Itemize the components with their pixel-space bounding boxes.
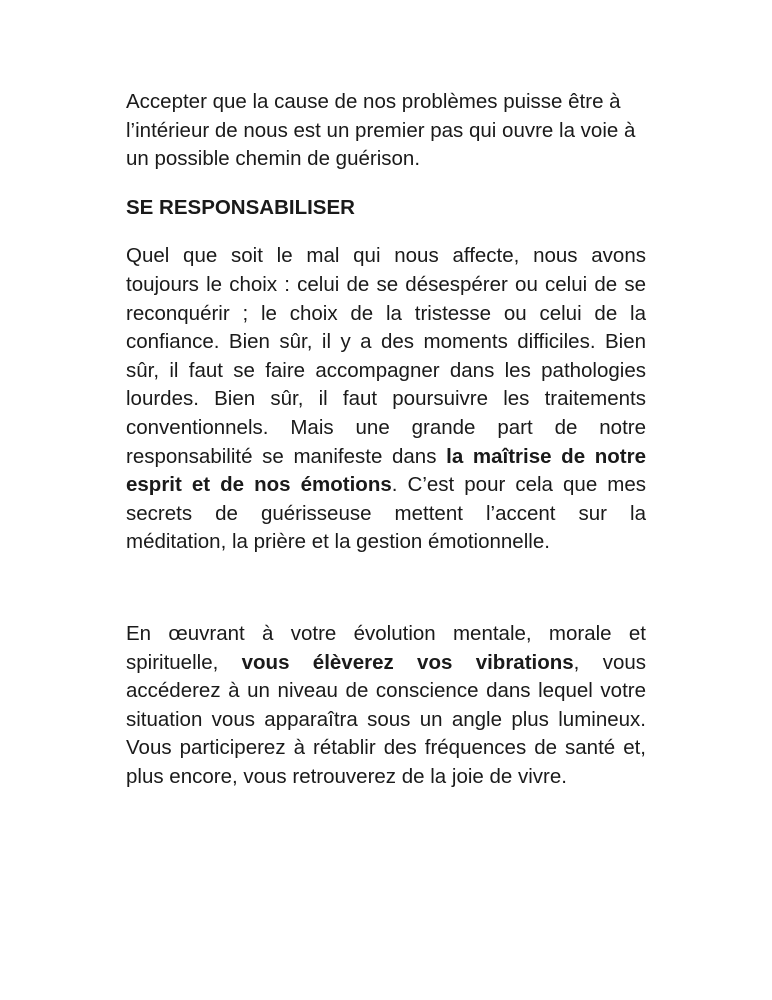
document-page (126, 88, 646, 791)
paragraph-text: . C’est pour cela que mes secrets de guérisseuse mettent l’accent sur la méditation, la prière et la gestion émotionnelle. (126, 473, 647, 554)
responsibility-paragraph (126, 242, 646, 557)
spacer (126, 557, 646, 620)
intro-paragraph: Accepter que la cause de nos problèmes puisse être à l’intérieur de nous est un premier pas qui ouvre la voie à un possible chemin de guérison. (126, 90, 636, 171)
paragraph-text: , vous accéderez à un niveau de conscience dans lequel votre situation vous apparaîtra sous un angle plus lumineux. Vous participerez à rétablir des fréquences de santé et, plus encore, vous retrouverez de la joie de vivre. (126, 650, 646, 788)
emphasis-text: la maîtrise de notre esprit et de nos émotions (126, 444, 647, 497)
emphasis-text: vous élèverez vos vibrations (241, 650, 574, 674)
paragraph-text: En œuvrant à votre évolution mentale, morale et spirituelle, (126, 621, 646, 674)
paragraph-text: Quel que soit le mal qui nous affecte, nous avons toujours le choix : celui de se désespérer ou celui de se reconquérir ; le choix de la tristesse ou celui de la confiance. Bien sûr, il y a des moments difficiles. Bien sûr, il faut se faire accompagner dans les pathologies lourdes. Bien sûr, il faut poursuivre les traitements conventionnels. Mais une grande part de notre responsabilité se manifeste dans (126, 244, 646, 468)
evolution-paragraph (126, 620, 646, 792)
section-heading: SE RESPONSABILISER (126, 195, 355, 219)
